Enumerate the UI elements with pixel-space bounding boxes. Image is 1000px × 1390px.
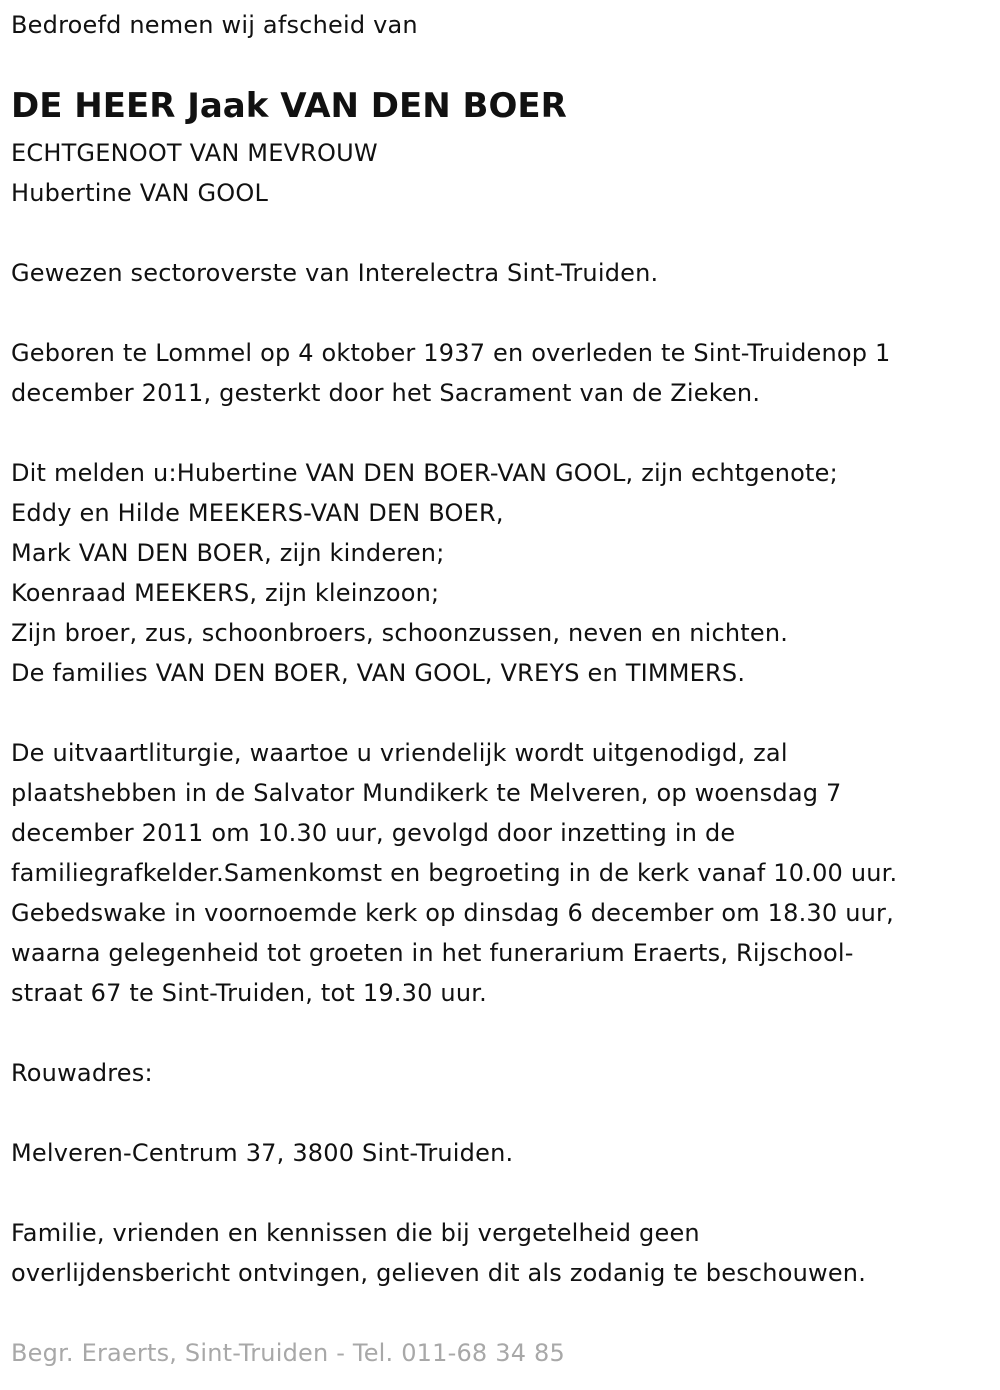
intro-line: Bedroefd nemen wij afscheid van [11, 11, 418, 39]
announcer-line: Eddy en Hilde MEEKERS-VAN DEN BOER, [11, 499, 504, 527]
address-label: Rouwadres: [11, 1059, 153, 1087]
spouse-line-1: ECHTGENOOT VAN MEVROUW [11, 139, 378, 167]
ceremony-line: Gebedswake in voornoemde kerk op dinsdag 6 december om 18.30 uur, [11, 899, 894, 927]
funeral-home-footer: Begr. Eraerts, Sint-Truiden - Tel. 011-68 34 85 [11, 1339, 565, 1367]
deceased-name: DE HEER Jaak VAN DEN BOER [11, 86, 567, 126]
ceremony-line: december 2011 om 10.30 uur, gevolgd door inzetting in de [11, 819, 736, 847]
ceremony-line: De uitvaartliturgie, waartoe u vriendelijk wordt uitgenodigd, zal [11, 739, 788, 767]
ceremony-line: straat 67 te Sint-Truiden, tot 19.30 uur. [11, 979, 487, 1007]
birth-death-line: december 2011, gesterkt door het Sacrament van de Zieken. [11, 379, 761, 407]
ceremony-line: plaatshebben in de Salvator Mundikerk te Melveren, op woensdag 7 [11, 779, 842, 807]
address-line: Melveren-Centrum 37, 3800 Sint-Truiden. [11, 1139, 514, 1167]
announcer-line: Zijn broer, zus, schoonbroers, schoonzussen, neven en nichten. [11, 619, 789, 647]
announcer-line: Dit melden u:Hubertine VAN DEN BOER-VAN GOOL, zijn echtgenote; [11, 459, 838, 487]
notice-line: Familie, vrienden en kennissen die bij vergetelheid geen [11, 1219, 700, 1247]
ceremony-line: waarna gelegenheid tot groeten in het funerarium Eraerts, Rijschool- [11, 939, 854, 967]
announcer-line: Mark VAN DEN BOER, zijn kinderen; [11, 539, 445, 567]
birth-death-line: Geboren te Lommel op 4 oktober 1937 en overleden te Sint-Truidenop 1 [11, 339, 891, 367]
occupation-line: Gewezen sectoroverste van Interelectra Sint-Truiden. [11, 259, 659, 287]
ceremony-line: familiegrafkelder.Samenkomst en begroeting in de kerk vanaf 10.00 uur. [11, 859, 898, 887]
announcer-line: Koenraad MEEKERS, zijn kleinzoon; [11, 579, 440, 607]
notice-line: overlijdensbericht ontvingen, gelieven dit als zodanig te beschouwen. [11, 1259, 867, 1287]
announcer-line: De families VAN DEN BOER, VAN GOOL, VREYS en TIMMERS. [11, 659, 746, 687]
spouse-line-2: Hubertine VAN GOOL [11, 179, 269, 207]
